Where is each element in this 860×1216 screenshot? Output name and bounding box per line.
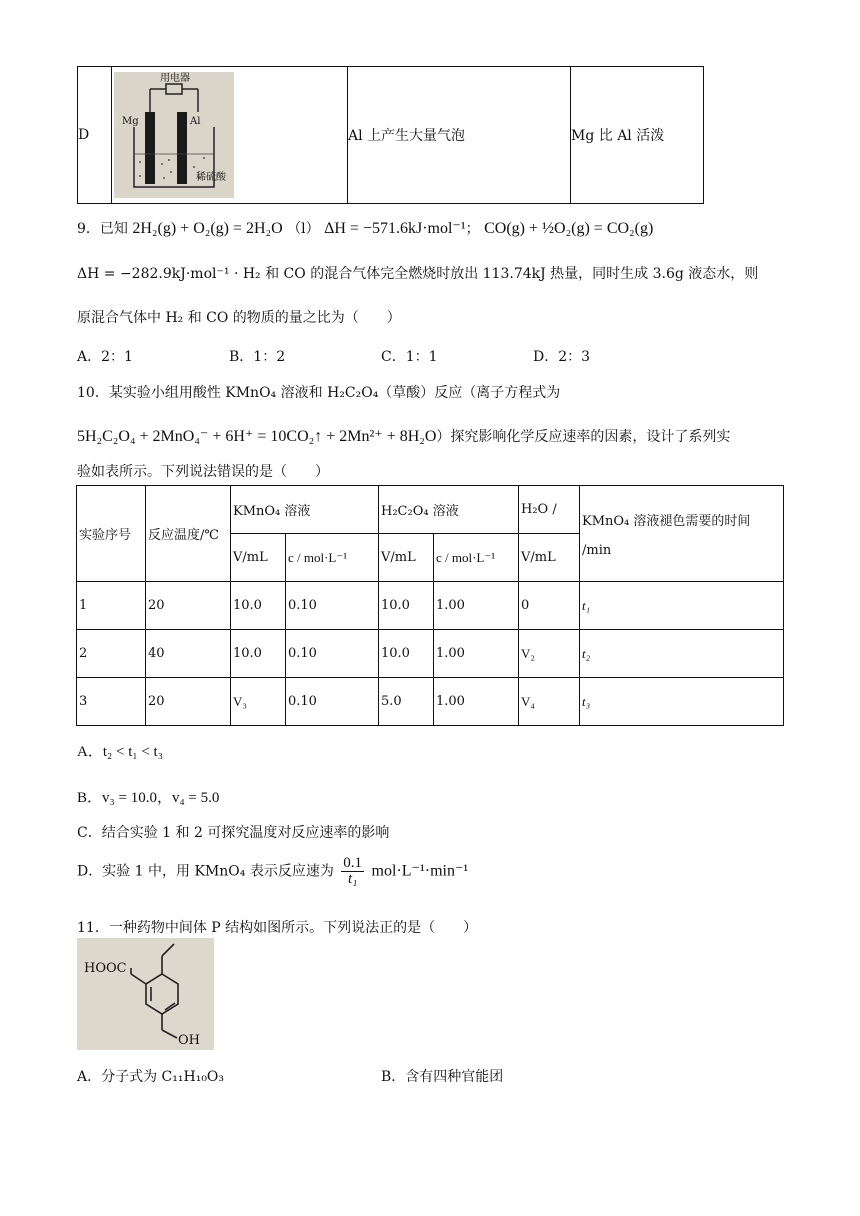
cell: 20 [146, 582, 231, 630]
cell: 20 [146, 678, 231, 726]
rate-fraction: $\frac{0.1}{\text{t₁}}$ [343, 855, 363, 887]
cell: 10.0 [379, 582, 434, 630]
q10-option-b[interactable]: B．v₃ = 10.0，v₄ = 5.0 [77, 790, 220, 806]
table-row [78, 67, 704, 204]
table-row [77, 678, 784, 726]
header-v: V/mL [379, 534, 434, 582]
table-row [77, 582, 784, 630]
cell: 10.0 [231, 582, 286, 630]
q10-line3: 验如表所示。下列说法错误的是（ ） [77, 464, 329, 480]
cell: V₃ [231, 678, 286, 726]
q9-dh1: ΔH = −571.6kJ·mol⁻¹ [324, 220, 466, 237]
header-kmno4: KMnO₄ 溶液 [231, 486, 379, 534]
q9-eq2: CO(g) + ½O₂(g) = CO₂(g) [484, 220, 654, 237]
cell: 1.00 [434, 678, 519, 726]
cell: 0.10 [286, 630, 379, 678]
q10-line1: 10．某实验小组用酸性 KMnO₄ 溶液和 H₂C₂O₄（草酸）反应（离子方程式为 [77, 385, 561, 401]
cell: 0 [519, 582, 580, 630]
cell: t₁ [580, 582, 784, 630]
q10-line2: 5H₂C₂O₄ + 2MnO₄⁻ + 6H⁺ = 10CO₂↑ + 2Mn²⁺ + 8H₂O）探究影响化学反应速率的因素，设计了系列实 [77, 428, 731, 445]
cell: 10.0 [231, 630, 286, 678]
cell: 40 [146, 630, 231, 678]
cell: 1.00 [434, 582, 519, 630]
molecule-structure-diagram [77, 938, 214, 1050]
q9-option-d[interactable]: D．2：3 [533, 349, 591, 365]
cell: 10.0 [379, 630, 434, 678]
header-temp: 反应温度/℃ [146, 486, 231, 582]
header-time: KMnO₄ 溶液褪色需要的时间 /min [580, 486, 784, 582]
q9-eq1: 2H₂(g) + O₂(g) = 2H₂O [132, 220, 283, 237]
q10-ionic-equation: 5H₂C₂O₄ + 2MnO₄⁻ + 6H⁺ = 10CO₂↑ + 2Mn²⁺ + 8H₂O [77, 428, 437, 445]
q11-line1: 11．一种药物中间体 P 结构如图所示。下列说法正的是（ ） [77, 920, 478, 936]
phenomenon-cell: Al 上产生大量气泡 [348, 67, 571, 204]
mg-label: Mg [122, 116, 139, 127]
cell: 2 [77, 630, 146, 678]
cell: t₃ [580, 678, 784, 726]
device-label: 用电器 [160, 73, 190, 84]
cell: 1 [77, 582, 146, 630]
q11-option-a[interactable]: A．分子式为 C₁₁H₁₀O₃ [77, 1069, 225, 1085]
q11-option-b[interactable]: B．含有四种官能团 [381, 1069, 504, 1085]
q10-option-d[interactable]: D．实验 1 中，用 KMnO₄ 表示反应速为 $\frac{0.1}{\text{t₁}}$ mol·L⁻¹·min⁻¹ [77, 855, 469, 887]
header-h2c2o4: H₂C₂O₄ 溶液 [379, 486, 519, 534]
header-v: V/mL [231, 534, 286, 582]
cell: 0.10 [286, 678, 379, 726]
row-label: D [78, 67, 112, 204]
q9-line3: 原混合气体中 H₂ 和 CO 的物质的量之比为（ ） [77, 310, 401, 326]
header-c: c / mol·L⁻¹ [286, 534, 379, 582]
cell: 3 [77, 678, 146, 726]
galvanic-cell-diagram [114, 72, 234, 198]
q9-option-c[interactable]: C．1：1 [381, 349, 438, 365]
q10-option-a[interactable]: A．t₂ < t₁ < t₃ [77, 744, 163, 760]
oh-label: OH [178, 1033, 200, 1048]
q9-option-a[interactable]: A．2：1 [77, 349, 133, 365]
table-header-row [77, 486, 784, 534]
q9-option-b[interactable]: B．1：2 [229, 349, 286, 365]
q9-line2: ΔH = −282.9kJ·mol⁻¹ · H₂ 和 CO 的混合气体完全燃烧时放出 113.74kJ 热量，同时生成 3.6g 液态水，则 [77, 266, 759, 282]
cell: 5.0 [379, 678, 434, 726]
experiment-table [76, 485, 784, 726]
top-table [77, 66, 704, 204]
q9-line1: 9．已知 2H₂(g) + O₂(g) = 2H₂O （l） ΔH = −571.6kJ·mol⁻¹； CO(g) + ½O₂(g) = CO₂(g) [77, 220, 654, 237]
structure-image [77, 938, 214, 1050]
header-h2o: H₂O / [519, 486, 580, 534]
q10-option-c[interactable]: C．结合实验 1 和 2 可探究温度对反应速率的影响 [77, 825, 390, 841]
header-c: c / mol·L⁻¹ [434, 534, 519, 582]
diagram-cell [112, 67, 348, 204]
cell: V₂ [519, 630, 580, 678]
solution-label: 稀硫酸 [196, 172, 226, 183]
cell: V₄ [519, 678, 580, 726]
cell: 0.10 [286, 582, 379, 630]
electrochem-cell-image [114, 72, 234, 198]
hooc-label: HOOC [84, 961, 127, 976]
al-label: Al [190, 116, 201, 127]
cell: t₂ [580, 630, 784, 678]
header-seq: 实验序号 [77, 486, 146, 582]
table-row [77, 630, 784, 678]
cell: 1.00 [434, 630, 519, 678]
header-v: V/mL [519, 534, 580, 582]
conclusion-cell: Mg 比 Al 活泼 [571, 67, 704, 204]
